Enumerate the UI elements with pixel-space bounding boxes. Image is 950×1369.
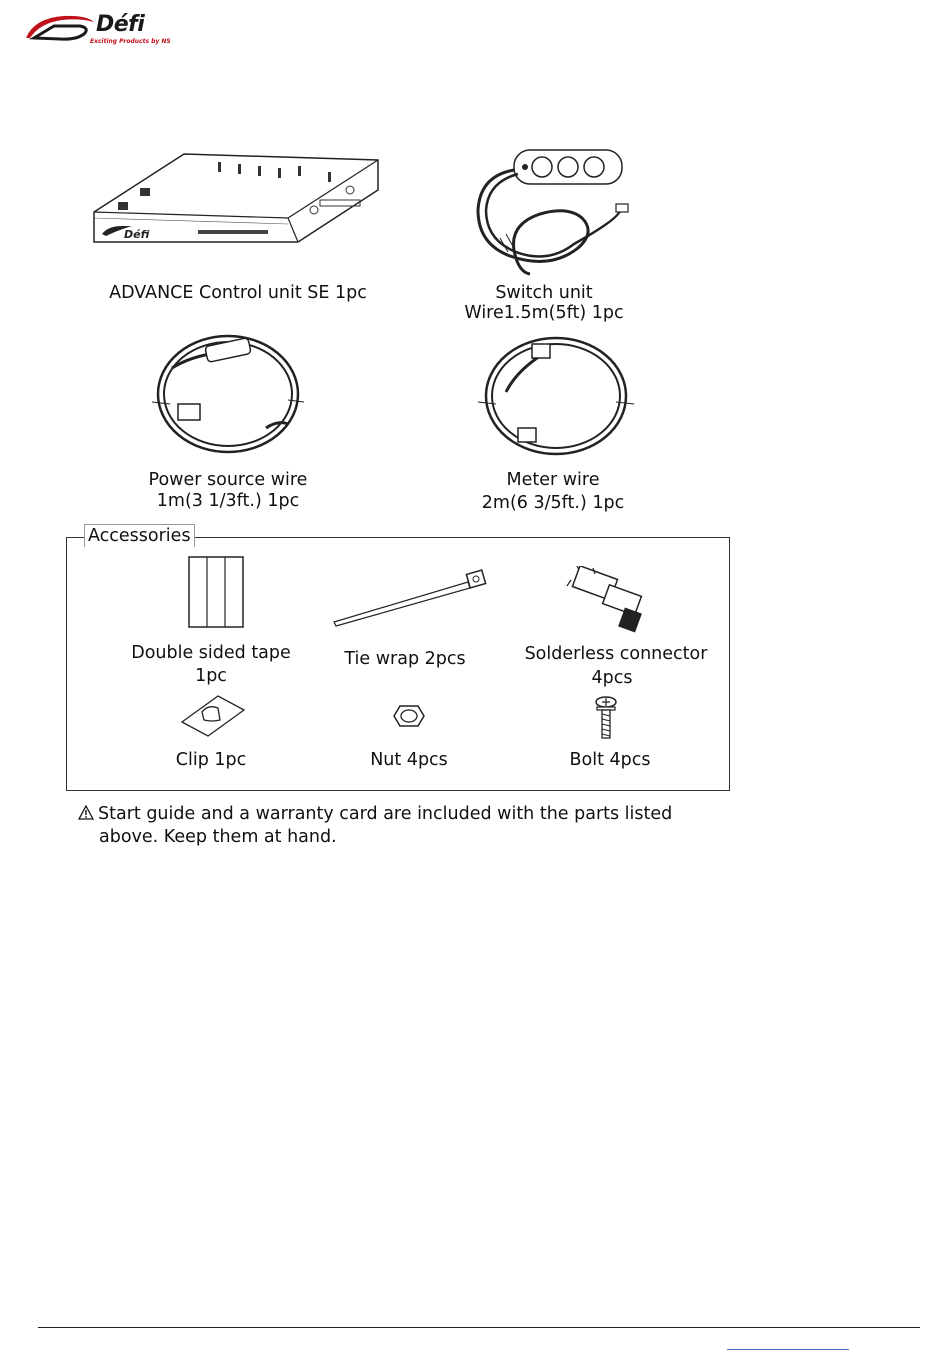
switch-unit-image [470, 148, 635, 276]
logo-wordmark: Défi [96, 12, 145, 37]
footer-divider [38, 1327, 920, 1328]
meter-wire-caption: Meter wire [506, 470, 600, 490]
svg-text:Défi: Défi [124, 228, 150, 241]
note-line-2: above. Keep them at hand. [99, 827, 337, 847]
solderless-connector-caption: Solderless connector [524, 644, 708, 664]
nut-caption: Nut 4pcs [370, 750, 448, 770]
power-source-wire-image [148, 328, 308, 456]
control-unit-caption: ADVANCE Control unit SE 1pc [109, 283, 367, 303]
double-sided-tape-image [188, 556, 244, 628]
footer-link-underline[interactable] [727, 1349, 849, 1350]
clip-image [178, 692, 248, 738]
accessories-title: Accessories [84, 524, 195, 547]
solderless-connector-qty: 4pcs [591, 668, 633, 688]
double-sided-tape-caption: Double sided tape [131, 643, 291, 663]
control-unit-image [88, 150, 384, 250]
warranty-note [78, 803, 672, 849]
warning-icon [78, 803, 98, 826]
note-line-1: Start guide and a warranty card are included with the parts listed [98, 804, 673, 824]
switch-unit-wire-caption: Wire1.5m(5ft) 1pc [464, 303, 624, 323]
clip-caption: Clip 1pc [175, 750, 247, 770]
double-sided-tape-qty: 1pc [195, 666, 227, 686]
tie-wrap-image [330, 568, 488, 628]
power-source-wire-caption: Power source wire [148, 470, 308, 490]
meter-wire-image [476, 332, 638, 460]
power-source-wire-length: 1m(3 1/3ft.) 1pc [156, 491, 300, 511]
defi-logo [24, 10, 194, 50]
tie-wrap-caption: Tie wrap 2pcs [344, 649, 466, 669]
bolt-caption: Bolt 4pcs [569, 750, 651, 770]
meter-wire-length: 2m(6 3/5ft.) 1pc [481, 493, 625, 513]
switch-unit-caption: Switch unit [495, 283, 593, 303]
logo-tagline: Exciting Products by NS [90, 38, 171, 45]
solderless-connector-image [565, 566, 661, 636]
bolt-image [594, 696, 618, 740]
nut-image [392, 704, 426, 730]
